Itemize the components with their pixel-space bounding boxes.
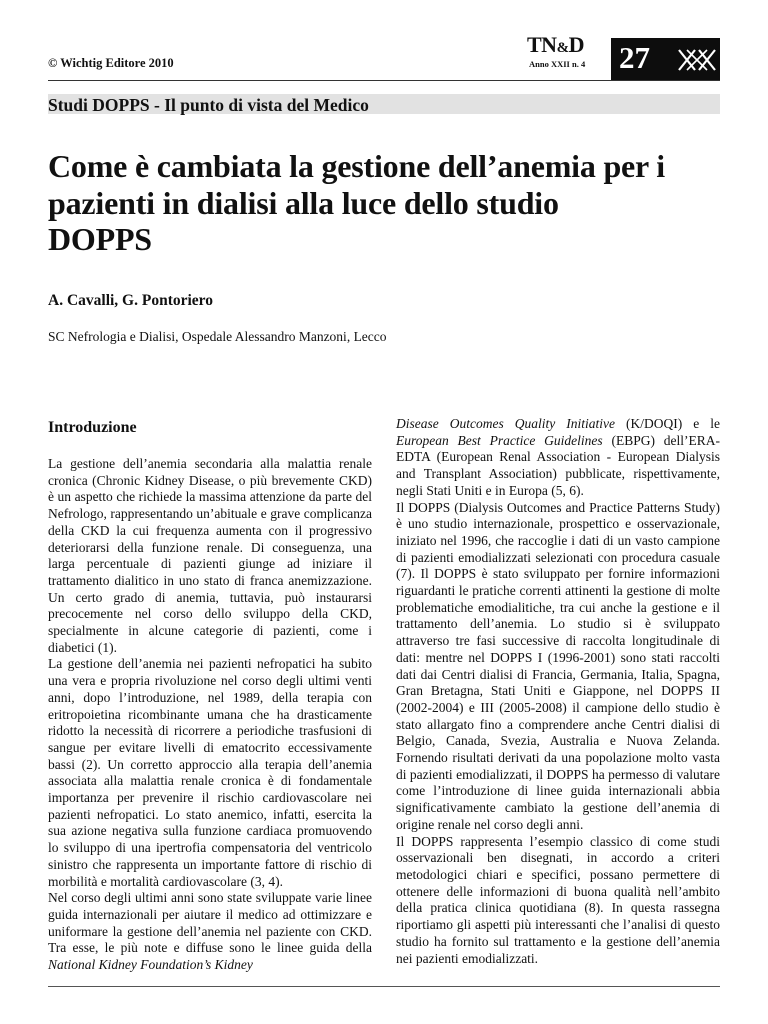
paragraph-text: (K/DOQI) e le xyxy=(626,416,720,431)
intro-heading: Introduzione xyxy=(48,419,137,436)
journal-mark-icon xyxy=(676,47,718,73)
authors: A. Cavalli, G. Pontoriero xyxy=(48,292,214,309)
paper-title: Come è cambiata la gestione dell’anemia per i pazienti in dialisi alla luce dello studio DOPPS xyxy=(48,148,665,257)
left-column xyxy=(48,418,372,974)
paragraph xyxy=(396,416,720,500)
paragraph-text: (EBPG) dell’ERA-EDTA (European Renal Association - European Dialysis and Transplant Association) pubblicate, rispettivamente, negli Stati Uniti e in Europa (5, 6). xyxy=(396,432,720,498)
guideline-name: National Kidney Foundation’s Kidney xyxy=(48,957,253,973)
affiliation: SC Nefrologia e Dialisi, Ospedale Alessandro Manzoni, Lecco xyxy=(48,329,387,344)
page-number: 27 xyxy=(619,40,650,75)
guideline-name: European Best Practice Guidelines xyxy=(396,432,603,448)
journal-name: TN xyxy=(527,32,557,57)
header-rule xyxy=(48,80,720,81)
footer-rule xyxy=(48,986,720,987)
paragraph: Il DOPPS rappresenta l’esempio classico di come studi osservazionali ben disegnati, in accordo a criteri metodologici chiari e specifici, possano permettere di ottenere delle informazioni di buona qualità nell’ambito della pratica clinica quotidiana (8). In questa rassegna riportiamo gli aspetti più interessanti che l’analisi di questo studio ha fornito sul trattamento e la gestione dell’anemia nei pazienti emodializzati. xyxy=(396,833,720,966)
journal-amp: & xyxy=(556,40,569,56)
paragraph-text: Nel corso degli ultimi anni sono state sviluppate varie linee guida internazionali per aiutare il medico ad ottimizzare e uniformare la gestione dell’anemia nel paziente con CKD. Tra esse, le più note e diffuse sono le linee guida della xyxy=(48,890,372,956)
copyright-notice: © Wichtig Editore 2010 xyxy=(48,56,174,70)
paragraph xyxy=(48,890,372,974)
journal-logo xyxy=(527,34,584,59)
right-column xyxy=(396,416,720,967)
paragraph: La gestione dell’anemia nei pazienti nefropatici ha subito una vera e propria rivoluzione nel corso degli ultimi venti anni, dopo l’introduzione, nel 1989, della terapia con eritropoietina ricombinante umana che ha drasticamente ridotto la necessità di ricorrere a periodiche trasfusioni di sangue per evitare livelli di ematocrito eccessivamente bassi (2). Un corretto approccio alla terapia dell’anemia associata alla malattia renale cronica è di fondamentale importanza per prevenire il rischio cardiovascolare nei pazienti nefropatici. Lo stato anemico, infatti, esercita la sua azione negativa sulla funzione cardiaca promuovendo lo sviluppo di una ipertrofia compensatoria del ventricolo sinistro che rappresenta un importante fattore di rischio di morbilità e mortalità cardiovascolare (3, 4). xyxy=(48,656,372,889)
guideline-name: Disease Outcomes Quality Initiative xyxy=(396,416,615,431)
journal-issue: Anno XXII n. 4 xyxy=(529,59,586,69)
journal-name-end: D xyxy=(568,32,584,57)
section-title: Studi DOPPS - Il punto di vista del Medico xyxy=(48,95,369,115)
paragraph: Il DOPPS (Dialysis Outcomes and Practice Patterns Study) è uno studio internazionale, prospettico e osservazionale, iniziato nel 1996, che raccoglie i dati di un vasto campione di pazienti emodializzati selezionati con procedura casuale (7). Il DOPPS è stato sviluppato per fornire informazioni riguardanti le pratiche correnti attinenti la gestione di molte problematiche emodialitiche, tra cui anche la gestione e il trattamento dell’anemia. Lo studio si è sviluppato attraverso tre fasi successive di raccolta longitudinale di dati: mentre nel DOPPS I (1996-2001) sono stati raccolti dati dai Centri dialisi di Francia, Germania, Italia, Spagna, Gran Bretagna, Stati Uniti e Giappone, nel DOPPS II (2002-2004) e III (2005-2008) il campione dello studio è stato allargato fino a comprendere anche Centri dialisi di Belgio, Canada, Svezia, Australia e Nuova Zelanda. Fornendo risultati derivati da una popolazione molto vasta di pazienti emodializzati, il DOPPS ha permesso di valutare come l’introduzione di linee guida internazionali abbia significativamente cambiato la gestione dell’anemia di origine renale nel corso degli anni. xyxy=(396,499,720,832)
paragraph: La gestione dell’anemia secondaria alla malattia renale cronica (Chronic Kidney Disease, o più brevemente CKD) è un aspetto che richiede la massima attenzione da parte del Nefrologo, rappresentando un’abituale e grave complicanza della CKD la cui frequenza aumenta con il progressivo deteriorarsi della funzione renale. Di conseguenza, una larga percentuale di pazienti giunge ad iniziare il trattamento dialitico in uno stato di franca anemizzazione. Un certo grado di anemia, tuttavia, può instaurarsi precocemente nel corso dello sviluppo della CKD, specialmente in alcune categorie di pazienti, come i diabetici (1). xyxy=(48,456,372,655)
